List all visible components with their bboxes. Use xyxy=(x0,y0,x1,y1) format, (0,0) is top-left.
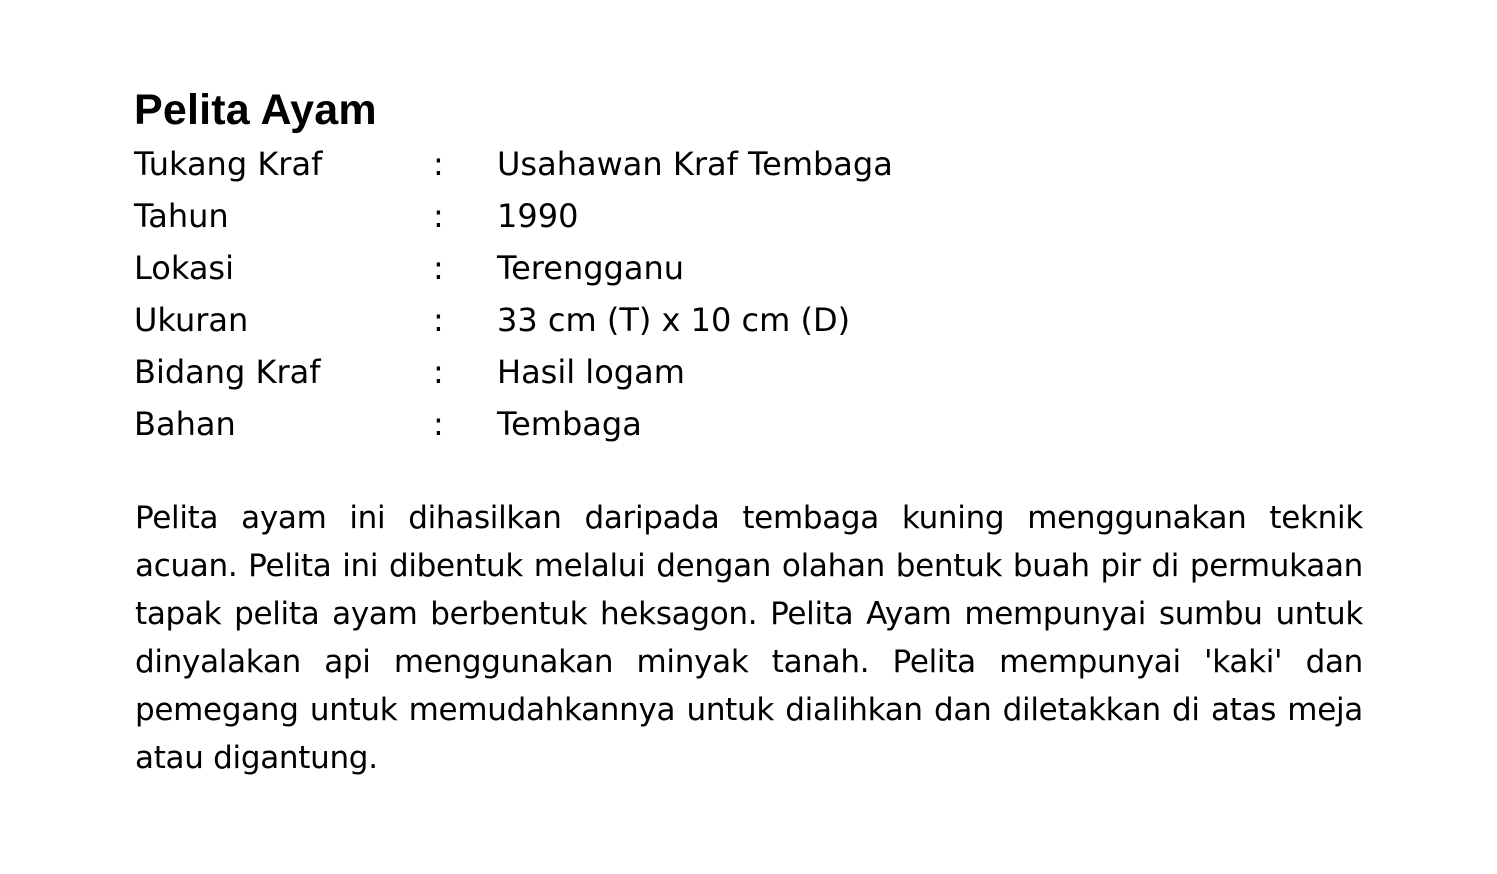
detail-value: Hasil logam xyxy=(497,353,685,391)
detail-row-bidang-kraf xyxy=(134,346,1363,398)
details-table xyxy=(134,138,1363,450)
detail-value: 1990 xyxy=(497,197,579,235)
detail-value: Terengganu xyxy=(497,249,685,287)
detail-row-tukang-kraf xyxy=(134,138,1363,190)
detail-value: Usahawan Kraf Tembaga xyxy=(497,145,893,183)
detail-label: Lokasi xyxy=(134,249,234,287)
detail-separator: : xyxy=(433,197,444,235)
detail-row-lokasi xyxy=(134,242,1363,294)
detail-row-ukuran xyxy=(134,294,1363,346)
detail-label: Tukang Kraf xyxy=(134,145,323,183)
detail-separator: : xyxy=(433,405,444,443)
document-page xyxy=(134,84,1363,782)
description-paragraph: Pelita ayam ini dihasilkan daripada tembaga kuning menggunakan teknik acuan. Pelita ini dibentuk melalui dengan olahan bentuk buah pir di permukaan tapak pelita ayam berbentuk heksagon. Pelita Ayam mempunyai sumbu untuk dinyalakan api menggunakan minyak tanah. Pelita mempunyai 'kaki' dan pemegang untuk memudahkannya untuk dialihkan dan diletakkan di atas meja atau digantung. xyxy=(135,500,1363,776)
detail-separator: : xyxy=(433,301,444,339)
detail-row-tahun xyxy=(134,190,1363,242)
detail-label: Tahun xyxy=(134,197,229,235)
detail-separator: : xyxy=(433,353,444,391)
detail-separator: : xyxy=(433,145,444,183)
detail-separator: : xyxy=(433,249,444,287)
detail-row-bahan xyxy=(134,398,1363,450)
detail-label: Bahan xyxy=(134,405,236,443)
detail-label: Bidang Kraf xyxy=(134,353,321,391)
detail-value: Tembaga xyxy=(497,405,642,443)
page-title: Pelita Ayam xyxy=(134,86,377,134)
detail-label: Ukuran xyxy=(134,301,249,339)
detail-value: 33 cm (T) x 10 cm (D) xyxy=(497,301,851,339)
